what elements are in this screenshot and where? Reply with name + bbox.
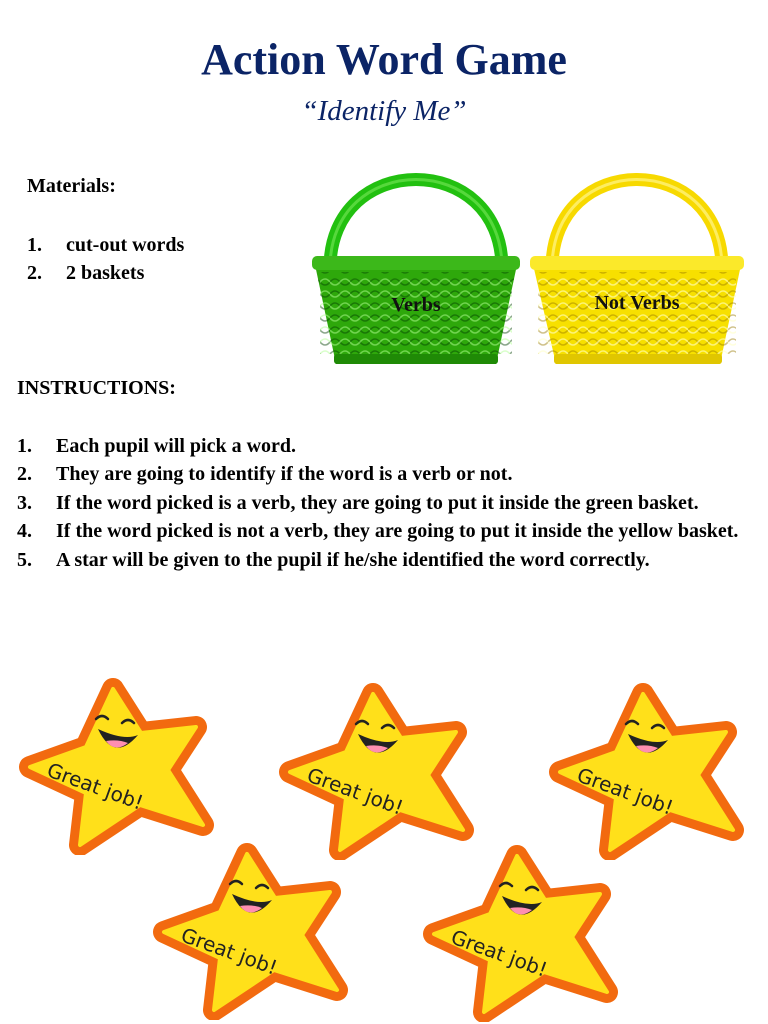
page-subtitle: “Identify Me” <box>301 95 467 127</box>
instruction-text: They are going to identify if the word is a verb or not. <box>56 463 513 486</box>
great-job-star <box>278 680 478 860</box>
basket-label: Verbs <box>391 294 441 316</box>
instructions-list <box>17 432 757 574</box>
list-number: 5. <box>17 548 32 571</box>
instruction-item <box>17 460 757 488</box>
materials-item-text: cut-out words <box>66 234 185 256</box>
instructions-heading: INSTRUCTIONS: <box>17 377 176 399</box>
great-job-star <box>18 675 218 855</box>
basket-label: Not Verbs <box>594 292 680 314</box>
instruction-text: If the word picked is not a verb, they are going to put it inside the yellow basket. <box>56 520 739 543</box>
materials-heading: Materials: <box>27 175 116 197</box>
smiling-star-icon <box>422 842 622 1022</box>
not-verbs-basket <box>528 168 746 368</box>
great-job-star <box>152 840 352 1020</box>
verbs-basket <box>310 168 522 368</box>
star-label: Great job! <box>43 757 147 815</box>
list-number: 1. <box>27 234 42 256</box>
list-number: 2. <box>27 262 42 284</box>
instruction-item <box>17 517 757 545</box>
list-number: 1. <box>17 435 32 457</box>
great-job-star <box>422 842 622 1022</box>
smiling-star-icon <box>18 675 218 855</box>
instruction-item <box>17 546 757 574</box>
materials-item-text: 2 baskets <box>66 262 145 284</box>
materials-item <box>27 231 184 259</box>
green-basket-icon <box>310 168 522 368</box>
page-title: Action Word Game <box>201 35 567 84</box>
star-label: Great job! <box>177 922 281 980</box>
star-label: Great job! <box>303 762 407 820</box>
smiling-star-icon <box>548 680 748 860</box>
instruction-item <box>17 432 757 460</box>
instruction-text: Each pupil will pick a word. <box>56 435 297 457</box>
materials-list <box>27 231 184 287</box>
smiling-star-icon <box>152 840 352 1020</box>
list-number: 2. <box>17 463 32 486</box>
instruction-item <box>17 489 757 517</box>
great-job-star <box>548 680 748 860</box>
instruction-text: If the word picked is a verb, they are going to put it inside the green basket. <box>56 491 699 514</box>
star-label: Great job! <box>447 924 551 982</box>
yellow-basket-icon <box>528 168 746 368</box>
star-label: Great job! <box>573 762 677 820</box>
list-number: 4. <box>17 520 32 543</box>
smiling-star-icon <box>278 680 478 860</box>
instruction-text: A star will be given to the pupil if he/she identified the word correctly. <box>56 548 650 571</box>
materials-item <box>27 259 184 287</box>
list-number: 3. <box>17 491 32 514</box>
